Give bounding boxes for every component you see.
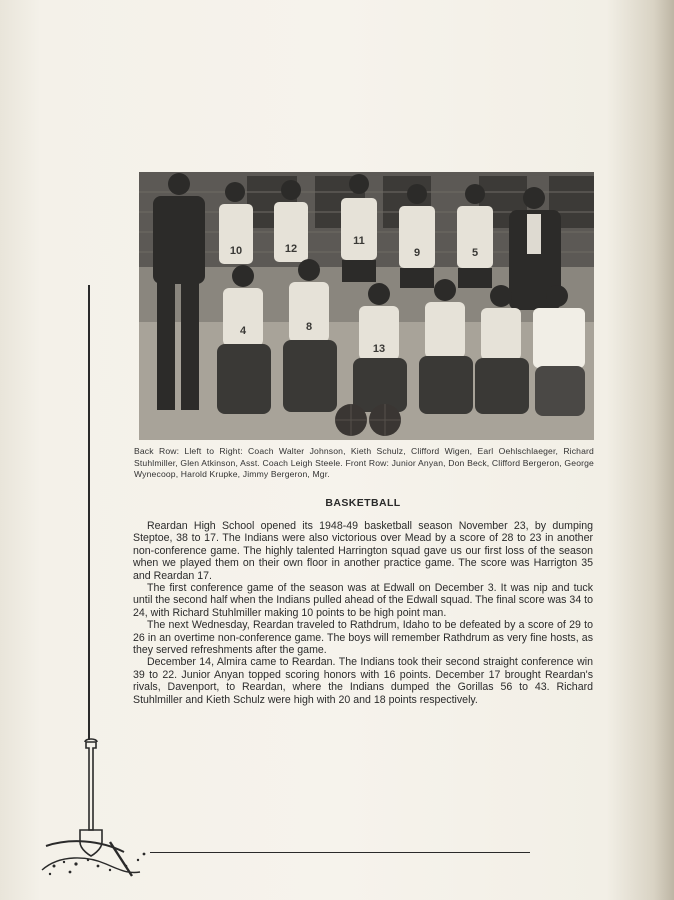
decorative-horizontal-rule (150, 852, 530, 853)
section-heading: BASKETBALL (325, 497, 401, 509)
jersey-number: 5 (471, 247, 479, 259)
jersey-number: 13 (372, 343, 386, 355)
article-body (133, 520, 593, 706)
jersey-number: 10 (229, 245, 243, 257)
shovel-pick-icon (40, 738, 160, 893)
paragraph: The next Wednesday, Reardan traveled to Rathdrum, Idaho to be defeated by a score of 29 to 26 in an overtime non-conference game. The boys will remember Rathdrum as very fine hosts, as they served refreshments after the game. (133, 619, 593, 657)
jersey-number: 4 (239, 325, 247, 337)
photo-caption: Back Row: Lleft to Right: Coach Walter Johnson, Kieth Schulz, Clifford Wigen, Earl Oehlschlaeger, Richard Stuhlmiller, Glen Atkinson, Asst. Coach Leigh Steele. Front Row: Junior Anyan, Don Beck, Clifford Bergeron, George Wynecoop, Harold Krupke, Jimmy Bergeron, Mgr. (134, 446, 594, 480)
team-photo (139, 172, 594, 440)
paragraph: Reardan High School opened its 1948-49 basketball season November 23, by dumping Steptoe, 38 to 17. The Indians were also victorious over Mead by a score of 28 to 23 in another non-conference game. The highly talented Harrington squad gave us our first loss of the season when we played them on their own floor in another practice game. The score was Harrigton 35 and Reardan 17. (133, 520, 593, 582)
jersey-number: 12 (284, 243, 298, 255)
paragraph: The first conference game of the season was at Edwall on December 3. It was nip and tuck until the second half when the Indians pulled ahead of the Edwall squad. The final score was 34 to 24, with Richard Stuhlmiller making 10 points to be high point man. (133, 582, 593, 619)
team-photo-drawing (139, 172, 594, 440)
jersey-number: 8 (305, 321, 313, 333)
decorative-vertical-rule (88, 285, 90, 740)
jersey-number: 9 (413, 247, 421, 259)
paragraph: December 14, Almira came to Reardan. The Indians took their second straight conference win 39 to 22. Junior Anyan topped scoring honors with 16 points. December 17 brought Reardan's rivals, Davenport, to Reardan, where the Indians dumped the Gorillas 56 to 43. Richard Stuhlmiller and Kieth Schulz were high with 20 and 18 points respectively. (133, 656, 593, 706)
jersey-number: 11 (353, 235, 365, 247)
